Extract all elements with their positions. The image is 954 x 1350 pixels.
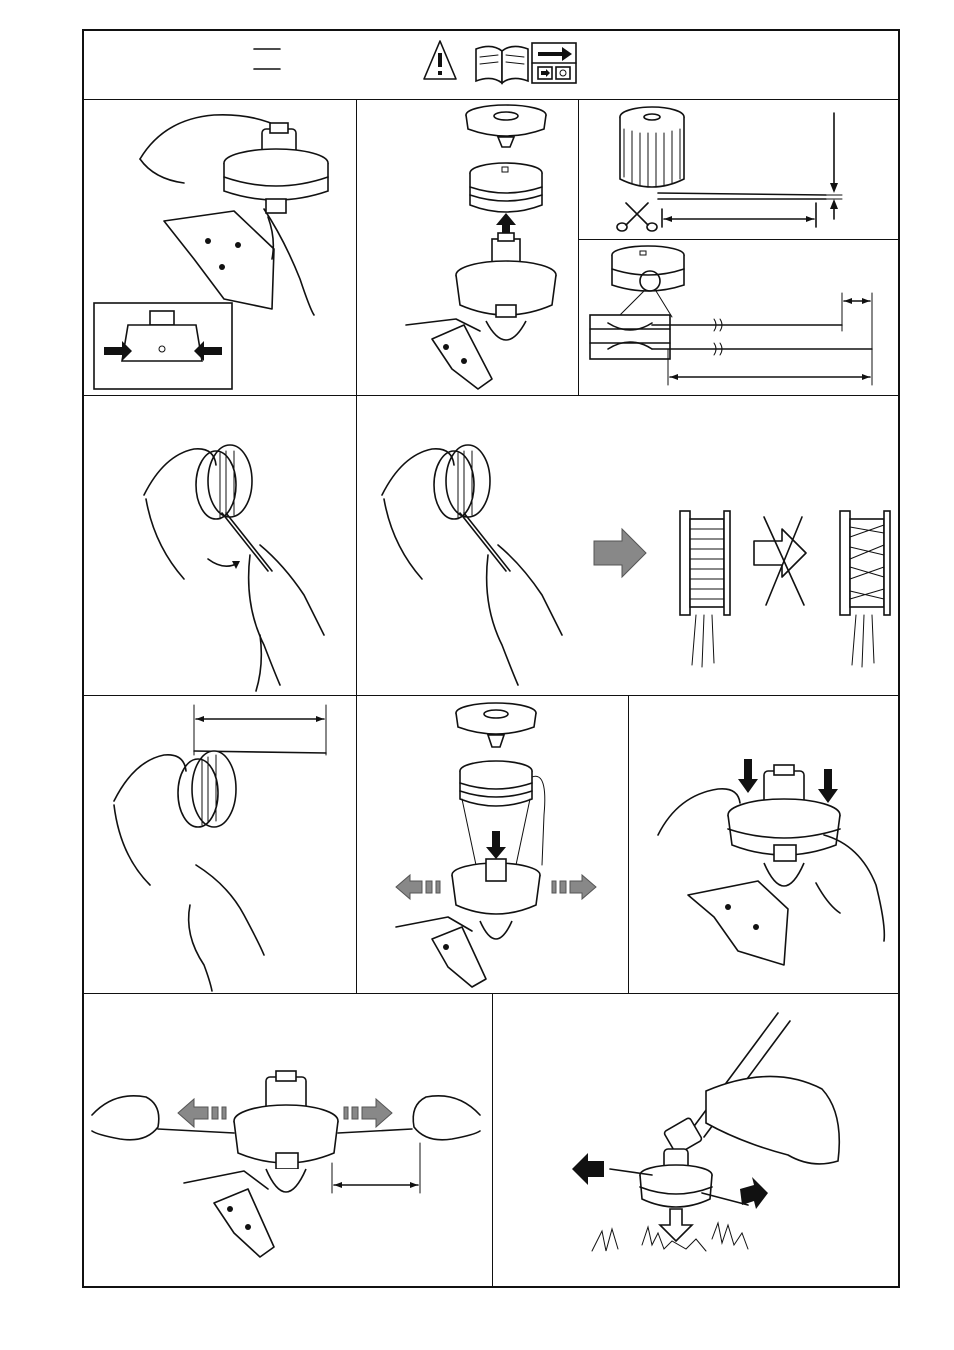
arrow-right-icon: [594, 529, 646, 577]
arrow-left-icon: [572, 1153, 604, 1185]
panel-hook-line-in-notch: [578, 239, 898, 395]
shaft-icon: [396, 917, 486, 987]
spool-head-icon: [224, 123, 328, 213]
fraction-mark: [254, 49, 280, 69]
head-housing-icon: [456, 233, 556, 340]
arrow-down-icon: [660, 1209, 692, 1241]
arrow-left-icon: [178, 1099, 208, 1127]
arrow-right-icon: [362, 1099, 392, 1127]
shaft-icon: [184, 1171, 274, 1257]
trimmer-icon: [640, 1013, 839, 1207]
spool-icon: [470, 163, 542, 212]
panel-wind-line-start: [84, 395, 356, 695]
shaft-icon: [164, 211, 274, 309]
panel-tap-on-ground: [492, 993, 898, 1286]
panel-wind-line-even: [356, 395, 898, 695]
line-reel-icon: [620, 107, 684, 187]
panel-cut-line-length: [578, 99, 898, 239]
panel-remove-cover: [356, 99, 578, 395]
arrow-right-icon: [740, 1177, 768, 1209]
inset-detail: [94, 303, 232, 389]
shaft-icon: [688, 881, 788, 965]
manual-book-icon: [476, 46, 528, 83]
arrow-down-icon: [818, 769, 838, 803]
spool-icon: [178, 751, 236, 827]
spool-icon: [196, 445, 252, 519]
hand-icon: [114, 755, 264, 991]
header-bar: [84, 31, 898, 100]
warning-icon: [424, 41, 456, 79]
panel-push-cover-on: [628, 695, 898, 993]
cover-icon: [456, 703, 536, 747]
panel-pull-line-out: [84, 993, 492, 1286]
arrow-right-icon: [570, 875, 596, 899]
panel-insert-spool: [356, 695, 628, 993]
spool-icon: [612, 246, 684, 291]
shaft-icon: [406, 319, 492, 389]
arrow-down-icon: [486, 831, 506, 859]
spool-icon: [434, 445, 490, 519]
arrow-reference-icon: [532, 43, 576, 83]
panel-press-lock-tabs: [84, 99, 356, 395]
uneven-spool-icon: [840, 511, 890, 667]
scissors-icon: [617, 203, 657, 231]
arrow-left-icon: [396, 875, 422, 899]
cover-icon: [466, 105, 546, 147]
head-housing-icon: [234, 1071, 338, 1192]
instruction-sheet: [82, 29, 900, 1288]
even-spool-icon: [680, 511, 730, 667]
arrow-down-icon: [738, 759, 758, 793]
panel-leave-line-free: [84, 695, 356, 993]
